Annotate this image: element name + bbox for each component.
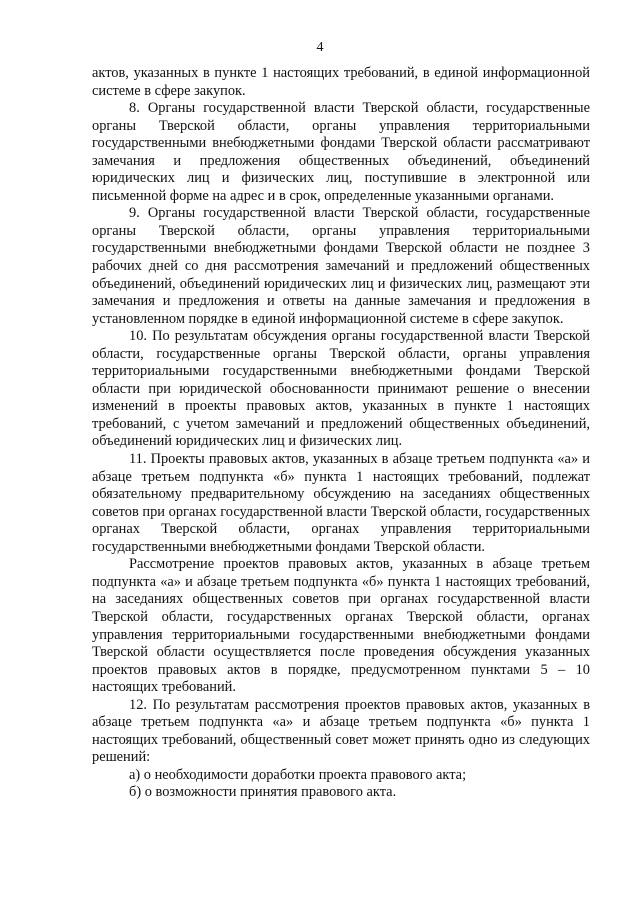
- paragraph-11-consideration: Рассмотрение проектов правовых актов, указанных в абзаце третьем подпункта «а» и абзаце третьем подпункта «б» пункта 1 настоящих требований, на заседаниях общественных советов при органах государственной власти Тверской области, государственных органах Тверской области, органах управления территориальными государственными внебюджетными фондами Тверской области осуществляется после проведения обсуждения указанных проектов правовых актов в порядке, предусмотренном пунктами 5 – 10 настоящих требований.: [92, 556, 590, 696]
- document-body: [92, 65, 590, 802]
- paragraph-continuation: актов, указанных в пункте 1 настоящих требований, в единой информационной системе в сфере закупок.: [92, 65, 590, 99]
- paragraph-12-option-a: а) о необходимости доработки проекта правового акта;: [129, 766, 467, 783]
- paragraph-10: 10. По результатам обсуждения органы государственной власти Тверской области, государственные органы Тверской области, органы управления территориальными государственными внебюджетными фондами Тверской области при юридической обоснованности принимают решение о внесении изменений в проекты правовых актов, указанных в пункте 1 настоящих требований, с учетом замечаний и предложений общественных объединений, объединений юридических лиц и физических лиц.: [92, 328, 590, 450]
- page-number: 4: [316, 40, 324, 55]
- paragraph-12: 12. По результатам рассмотрения проектов правовых актов, указанных в абзаце третьем подпункта «а» и абзаце третьем подпункта «б» пункта 1 настоящих требований, общественный совет может принять одно из следующих решений:: [92, 696, 590, 766]
- paragraph-8: 8. Органы государственной власти Тверской области, государственные органы Тверской области, органы управления территориальными государственными внебюджетными фондами Тверской области рассматривают замечания и предложения общественных объединений, объединений юридических лиц и физических лиц, поступившие в электронной или письменной форме на адрес и в срок, определенные указанными органами.: [92, 100, 590, 204]
- paragraph-11: 11. Проекты правовых актов, указанных в абзаце третьем подпункта «а» и абзаце третьем подпункта «б» пункта 1 настоящих требований, подлежат обязательному предварительному обсуждению на заседаниях общественных советов при органах государственной власти Тверской области, государственных органах Тверской области, органах управления территориальными государственными внебюджетными фондами Тверской области.: [92, 451, 590, 555]
- paragraph-9: 9. Органы государственной власти Тверской области, государственные органы Тверской области, органы управления территориальными государственными внебюджетными фондами Тверской области не позднее 3 рабочих дней со дня рассмотрения замечаний и предложений общественных объединений, объединений юридических лиц и физических лиц, размещают эти замечания и предложения и ответы на данные замечания и предложения в установленном порядке в единой информационной системе в сфере закупок.: [92, 205, 590, 327]
- paragraph-12-option-b: б) о возможности принятия правового акта.: [129, 784, 397, 801]
